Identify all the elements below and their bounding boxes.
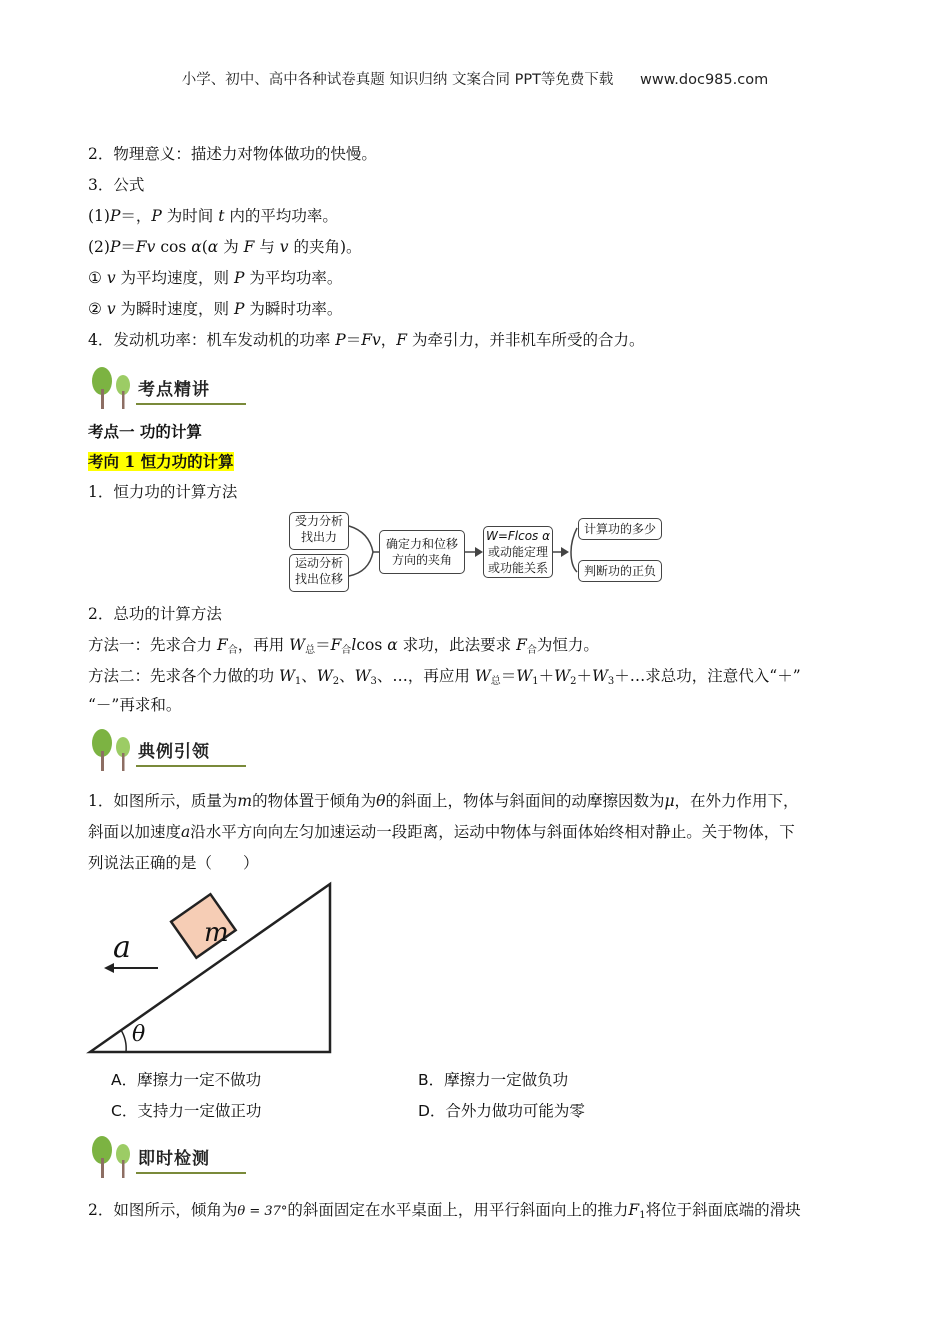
method-heading-2: 2．总功的计算方法 xyxy=(88,605,222,623)
flowchart xyxy=(287,510,667,594)
banner-rule xyxy=(136,1172,246,1174)
banner-rule xyxy=(136,403,246,405)
text-line-6: ② v 为瞬时速度，则 P 为瞬时功率。 xyxy=(88,300,343,318)
method-line-3: “－”再求和。 xyxy=(88,696,182,714)
header-text: 小学、初中、高中各种试卷真题 知识归纳 文案合同 PPT等免费下载 xyxy=(181,72,614,88)
fig-label-a: a xyxy=(113,930,131,965)
banner-title: 考点精讲 xyxy=(138,380,210,400)
page-header xyxy=(0,68,950,89)
option-c[interactable]: C．支持力一定做正功 xyxy=(111,1102,262,1120)
tree-icon xyxy=(88,727,136,773)
option-d[interactable]: D．合外力做功可能为零 xyxy=(418,1102,585,1120)
flow-box-formula: W=Flcos α 或动能定理 或功能关系 xyxy=(483,526,553,578)
kaoxiang-title: 考向 1 恒力功的计算 xyxy=(88,452,234,471)
question-1-line-3: 列说法正确的是（ ） xyxy=(88,854,259,872)
fig-label-theta: θ xyxy=(132,1022,146,1047)
method-heading-1: 1．恒力功的计算方法 xyxy=(88,483,238,501)
banner-jishi xyxy=(88,1134,248,1180)
banner-title: 典例引领 xyxy=(138,742,210,762)
option-b[interactable]: B．摩擦力一定做负功 xyxy=(418,1071,569,1089)
incline-drawing xyxy=(86,880,336,1056)
method-line-1: 方法一：先求合力 $F_合$，再用 $W_总=F_合lcos$ α 求功，此法要求 $F_合$为恒力。 xyxy=(88,636,599,656)
tree-icon xyxy=(88,1134,136,1180)
method-line-2: 方法二：先求各个力做的功 $W_1$、$W_2$、$W_3$、…，再应用 $W_总=W_1+W_2+W_3+\dots$求总功，注意代入“＋” xyxy=(88,667,801,687)
tree-icon xyxy=(88,365,136,411)
flow-box-sign: 判断功的正负 xyxy=(578,560,662,582)
question-1-line-1: 1．如图所示，质量为m的物体置于倾角为θ的斜面上，物体与斜面间的动摩擦因数为μ，在外力作用下， xyxy=(88,792,799,810)
banner-title: 即时检测 xyxy=(138,1149,210,1169)
banner-rule xyxy=(136,765,246,767)
text-line-5: ① v 为平均速度，则 P 为平均功率。 xyxy=(88,269,343,287)
flow-box-amount: 计算功的多少 xyxy=(578,518,662,540)
flow-box-force: 受力分析 找出力 xyxy=(289,512,349,550)
question-1 xyxy=(88,786,868,879)
text-line-1: 2．物理意义：描述力对物体做功的快慢。 xyxy=(88,145,377,163)
banner-kaodian xyxy=(88,365,248,411)
kaodian-title: 考点一 功的计算 xyxy=(88,422,202,441)
text-line-2: 3．公式 xyxy=(88,176,145,194)
question-2: 2．如图所示，倾角为θ = 37°的斜面固定在水平桌面上，用平行斜面向上的推力$F_1$将位于斜面底端的滑块 xyxy=(88,1201,801,1221)
option-a[interactable]: A．摩擦力一定不做功 xyxy=(111,1071,262,1089)
flow-box-angle: 确定力和位移 方向的夹角 xyxy=(379,530,465,574)
incline-figure xyxy=(86,880,336,1056)
banner-dianli xyxy=(88,727,248,773)
text-line-3: (1)P＝，P 为时间 t 内的平均功率。 xyxy=(88,207,338,225)
text-line-4: (2)P＝Fv cos α(α 为 F 与 v 的夹角)。 xyxy=(88,238,362,256)
flow-box-motion: 运动分析 找出位移 xyxy=(289,554,349,592)
question-1-line-2: 斜面以加速度a沿水平方向向左匀加速运动一段距离，运动中物体与斜面体始终相对静止。关于物体，下 xyxy=(88,823,795,841)
header-url[interactable]: www.doc985.com xyxy=(640,72,769,88)
fig-label-m: m xyxy=(204,918,229,948)
text-line-7: 4．发动机功率：机车发动机的功率 P＝Fv，F 为牵引力，并非机车所受的合力。 xyxy=(88,331,645,349)
